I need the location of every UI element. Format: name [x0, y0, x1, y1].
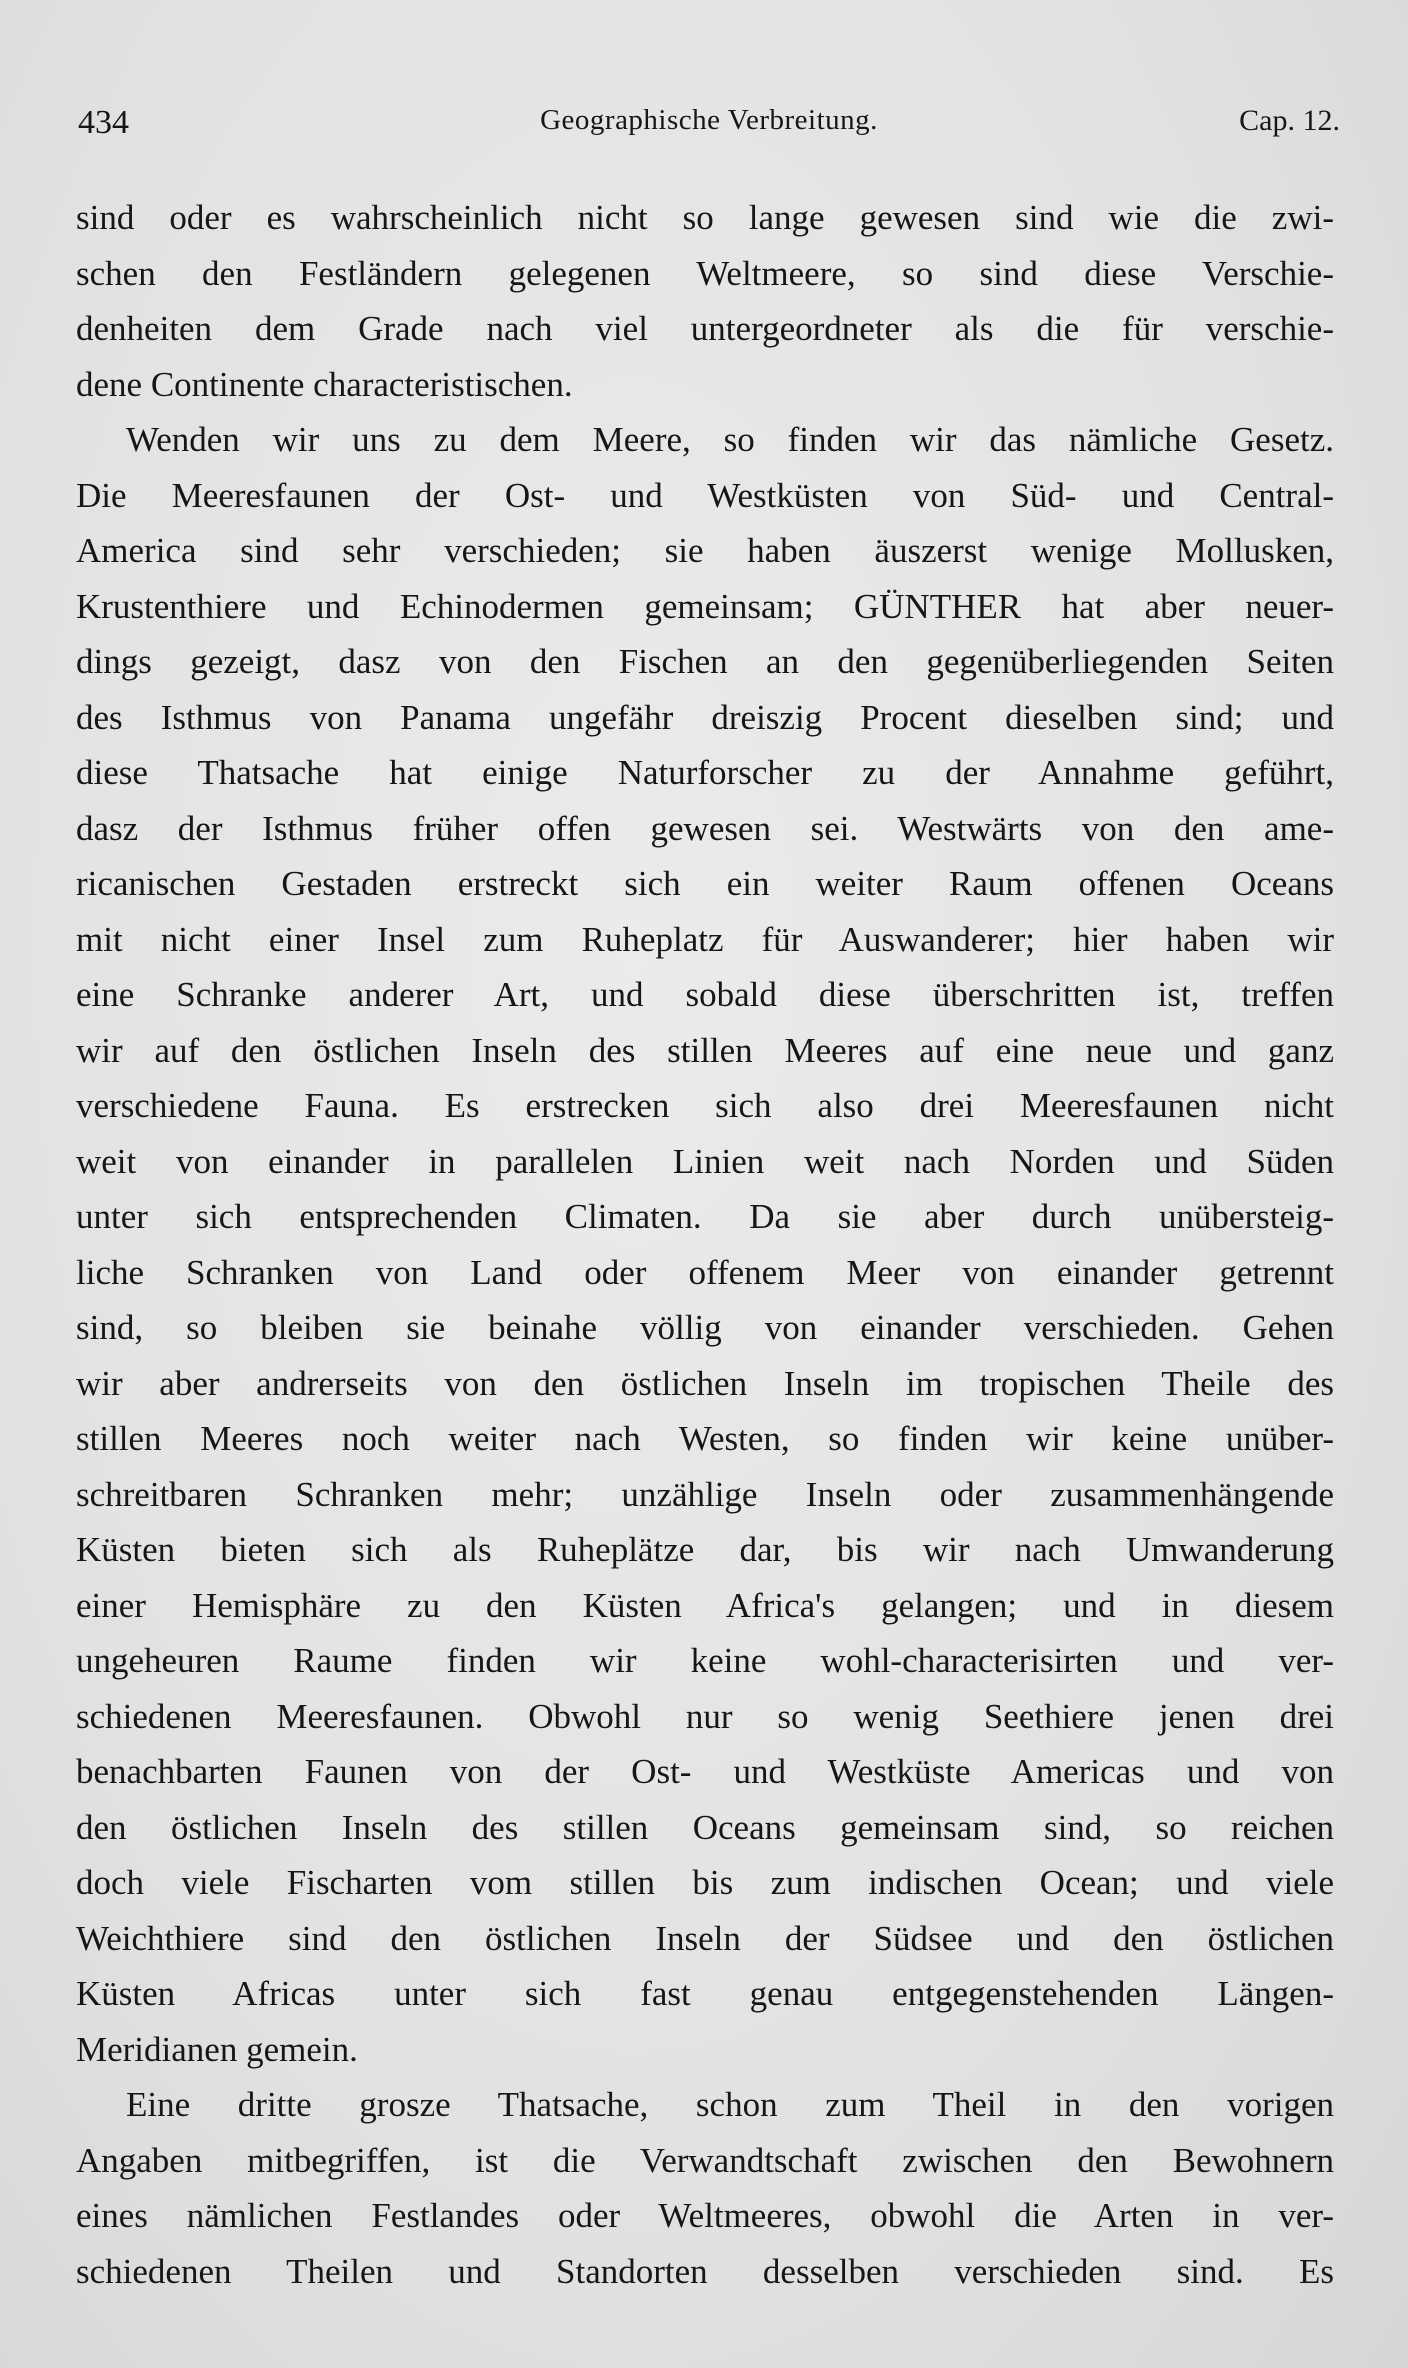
text-line: schen den Festländern gelegenen Weltmeere, so sind diese Verschie-	[76, 253, 1334, 293]
text-line: dasz der Isthmus früher offen gewesen sei. Westwärts von den ame-	[76, 808, 1334, 848]
text-line: unter sich entsprechenden Climaten. Da sie aber durch unübersteig-	[76, 1197, 1334, 1236]
running-title: Geographische Verbreitung.	[540, 104, 878, 136]
text-line: Angaben mitbegriffen, ist die Verwandtschaft zwischen den Bewohnern	[76, 2140, 1334, 2180]
text-line: diese Thatsache hat einige Naturforscher zu der Annahme geführt,	[76, 753, 1334, 792]
text-line: schiedenen Theilen und Standorten desselben verschieden sind. Es	[76, 2251, 1334, 2291]
text-line: sind oder es wahrscheinlich nicht so lange gewesen sind wie die zwi-	[76, 198, 1334, 237]
text-line: Eine dritte grosze Thatsache, schon zum Theil in den vorigen	[126, 2085, 1334, 2124]
text-line: verschiedene Fauna. Es erstrecken sich also drei Meeresfaunen nicht	[76, 1086, 1334, 1125]
page-number: 434	[78, 104, 129, 141]
text-line: den östlichen Inseln des stillen Oceans gemeinsam sind, so reichen	[76, 1807, 1334, 1847]
text-line: ricanischen Gestaden erstreckt sich ein weiter Raum offenen Oceans	[76, 864, 1334, 903]
text-line: benachbarten Faunen von der Ost- und Westküste Americas und von	[76, 1752, 1334, 1791]
text-line: weit von einander in parallelen Linien weit nach Norden und Süden	[76, 1141, 1334, 1181]
text-line: wir auf den östlichen Inseln des stillen Meeres auf eine neue und ganz	[76, 1030, 1334, 1070]
text-line: eines nämlichen Festlandes oder Weltmeeres, obwohl die Arten in ver-	[76, 2196, 1334, 2235]
text-line: Die Meeresfaunen der Ost- und Westküsten von Süd- und Central-	[76, 475, 1334, 515]
text-line: America sind sehr verschieden; sie haben äuszerst wenige Mollusken,	[76, 531, 1334, 570]
text-line: stillen Meeres noch weiter nach Westen, so finden wir keine unüber-	[76, 1419, 1334, 1458]
text-line: liche Schranken von Land oder offenem Meer von einander getrennt	[76, 1252, 1334, 1292]
text-line: dings gezeigt, dasz von den Fischen an den gegenüberliegenden Seiten	[76, 642, 1334, 681]
text-line: Küsten bieten sich als Ruheplätze dar, bis wir nach Umwanderung	[76, 1530, 1334, 1569]
text-line: eine Schranke anderer Art, und sobald diese überschritten ist, treffen	[76, 975, 1334, 1014]
body-text	[76, 190, 1334, 2299]
text-line: Meridianen gemein.	[76, 2029, 358, 2069]
text-line: dene Continente characteristischen.	[76, 364, 573, 404]
text-line: ungeheuren Raume finden wir keine wohl-characterisirten und ver-	[76, 1641, 1334, 1680]
text-line: wir aber andrerseits von den östlichen Inseln im tropischen Theile des	[76, 1363, 1334, 1403]
text-line: denheiten dem Grade nach viel untergeordneter als die für verschie-	[76, 309, 1334, 348]
text-line: des Isthmus von Panama ungefähr dreiszig Procent dieselben sind; und	[76, 697, 1334, 737]
chapter-label: Cap. 12.	[1239, 104, 1340, 137]
text-line: Krustenthiere und Echinodermen gemeinsam; GÜNTHER hat aber neuer-	[76, 586, 1334, 626]
text-line: sind, so bleiben sie beinahe völlig von einander verschieden. Gehen	[76, 1308, 1334, 1347]
text-line: mit nicht einer Insel zum Ruheplatz für Auswanderer; hier haben wir	[76, 919, 1334, 959]
text-line: schiedenen Meeresfaunen. Obwohl nur so wenig Seethiere jenen drei	[76, 1696, 1334, 1736]
text-line: doch viele Fischarten vom stillen bis zum indischen Ocean; und viele	[76, 1863, 1334, 1902]
text-line: Küsten Africas unter sich fast genau entgegenstehenden Längen-	[76, 1974, 1334, 2013]
text-line: einer Hemisphäre zu den Küsten Africa's gelangen; und in diesem	[76, 1585, 1334, 1625]
text-line: schreitbaren Schranken mehr; unzählige Inseln oder zusammenhängende	[76, 1474, 1334, 1514]
page-header	[78, 104, 1340, 154]
text-line: Weichthiere sind den östlichen Inseln der Südsee und den östlichen	[76, 1918, 1334, 1958]
text-line: Wenden wir uns zu dem Meere, so finden wir das nämliche Gesetz.	[126, 420, 1334, 459]
